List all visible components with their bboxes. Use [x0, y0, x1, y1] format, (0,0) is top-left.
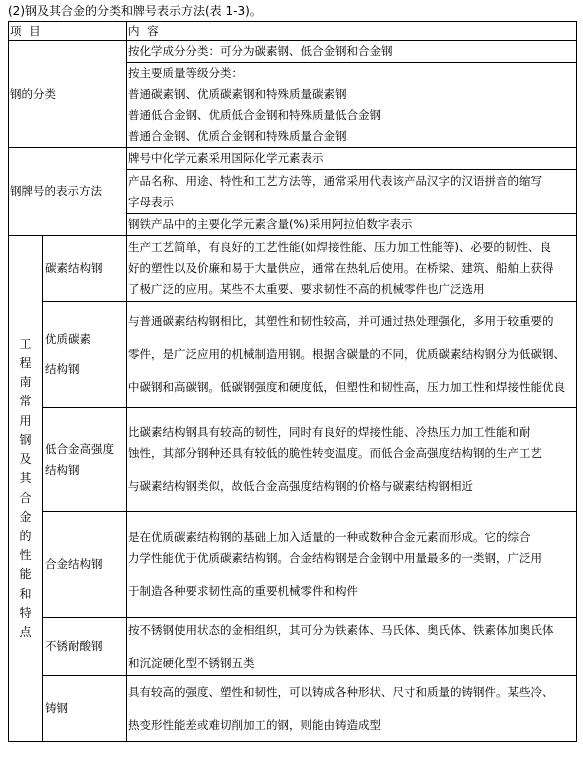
text-line: 按主要质量等级分类： [128, 66, 243, 80]
steel-type-carbon-structural [43, 236, 127, 302]
label-char: 常 [19, 394, 32, 409]
text-line: 牌号中化学元素采用国际化学元素表示 [128, 151, 324, 165]
text-line: 生产工艺简单，有良好的工艺性能(如焊接性能、压力加工性能等)、必要的韧性、良 [128, 240, 551, 254]
text-line: 按化学成分分类：可分为碳素钢、低合金钢和合金钢 [128, 44, 393, 58]
steel-type-name: 不锈耐酸钢 [45, 639, 103, 653]
steel-type-description [127, 676, 577, 742]
label-char: 用 [19, 413, 32, 428]
performance-row [9, 302, 577, 408]
header-content: 内 容 [127, 22, 577, 41]
spacer [44, 350, 126, 359]
text-line: 中碳钢和高碳钢。低碳钢强度和硬度低，但塑性和韧性高，压力加工性和焊接性能优良 [128, 380, 565, 394]
text-line: 普通合金钢、优质合金钢和特殊质量合金钢 [128, 129, 347, 143]
text-line: 普通碳素钢、优质碳素钢和特殊质量碳素钢 [128, 87, 347, 101]
steel-type-name: 低合金高强度 [45, 441, 114, 456]
steel-type-description [127, 236, 577, 302]
performance-row [9, 676, 577, 742]
designation-cell [127, 214, 577, 236]
text-line: 零件，是广泛应用的机械制造用钢。根据含碳量的不同，优质碳素结构钢分为低碳钢、 [128, 347, 565, 361]
spacer [127, 365, 576, 377]
table-caption: (2)钢及其合金的分类和牌号表示方法(表 1-3)。 [8, 4, 262, 18]
header-item: 项 目 [9, 22, 127, 41]
label-char: 及 [19, 452, 32, 467]
spacer [127, 703, 576, 715]
label-char: 特 [19, 605, 32, 620]
text-line: 比碳素结构钢具有较高的韧性，同时有良好的焊接性能、冷热压力加工性能和耐 [128, 425, 531, 439]
steel-type-name: 优质碳素 [45, 332, 91, 346]
steel-type-name: 合金结构钢 [45, 557, 103, 571]
steel-type-name: 结构钢 [45, 462, 80, 477]
steel-type-description [127, 302, 577, 408]
label-char: 的 [19, 528, 32, 543]
designation-cell [127, 148, 577, 170]
steel-type-description [127, 408, 577, 512]
text-line: 按不锈钢使用状态的金相组织，其可分为铁素体、马氏体、奥氏体、铁素体加奥氏体 [128, 622, 554, 637]
performance-row [9, 236, 577, 302]
text-line: 是在优质碳素结构钢的基础上加入适量的一种或数种合金元素而形成。它的综合 [128, 530, 531, 544]
text-line: 蚀性，其部分钢种还具有较低的脆性转变温度。而低合金高强度结构钢的生产工艺 [128, 446, 542, 460]
text-line: 产品名称、用途、特性和工艺方法等，通常采用代表该产品汉字的汉语拼音的缩写 [128, 173, 542, 188]
performance-label [9, 236, 43, 742]
performance-row [9, 512, 577, 618]
spacer [127, 332, 576, 344]
label-char: 性 [19, 548, 32, 563]
text-line: 字母表示 [128, 194, 174, 209]
steel-type-description [127, 512, 577, 618]
performance-row [9, 618, 577, 676]
designation-label: 钢牌号的表示方法 [9, 148, 127, 236]
label-char: 合 [19, 490, 32, 505]
text-line: 普通低合金钢、优质低合金钢和特殊质量低合金钢 [128, 108, 381, 122]
spacer [127, 464, 576, 476]
label-char: 能 [19, 567, 32, 582]
steel-type-stainless [43, 618, 127, 676]
text-line: 好的塑性以及价廉和易于大量供应，通常在热轧后使用。在桥梁、建筑、船舶上获得 [128, 261, 554, 275]
performance-row [9, 408, 577, 512]
steel-type-name: 碳素结构钢 [45, 261, 103, 275]
steel-type-description [127, 618, 577, 676]
label-char: 钢 [19, 432, 32, 447]
classification-row [9, 41, 577, 63]
classification-label: 钢的分类 [9, 41, 127, 148]
text-line: 与普通碳素结构钢相比，其塑性和韧性较高，并可通过热处理强化，多用于较重要的 [128, 314, 554, 328]
text-line: 具有较高的强度、塑性和韧性，可以铸成各种形状、尺寸和质量的铸钢件。某些冷、 [128, 684, 554, 699]
steel-classification-table [8, 21, 577, 742]
classification-cell [127, 63, 577, 148]
label-char: 其 [19, 471, 32, 486]
text-line: 钢铁产品中的主要化学元素含量(%)采用阿拉伯数字表示 [128, 217, 413, 231]
steel-type-name: 结构钢 [45, 362, 80, 376]
label-char: 和 [19, 586, 32, 601]
label-char: 金 [19, 509, 32, 524]
classification-cell [127, 41, 577, 63]
label-char: 南 [19, 375, 32, 390]
designation-row [9, 148, 577, 170]
steel-type-alloy-structural [43, 512, 127, 618]
designation-cell [127, 170, 577, 214]
text-line: 于制造各种要求韧性高的重要机械零件和构件 [128, 584, 358, 598]
label-char: 工 [19, 336, 32, 351]
spacer [127, 569, 576, 581]
text-line: 与碳素结构钢类似，故低合金高强度结构钢的价格与碳素结构钢相近 [128, 479, 473, 493]
steel-type-quality-carbon [43, 302, 127, 408]
text-line: 和沉淀硬化型不锈钢五类 [128, 655, 255, 670]
steel-type-hsla [43, 408, 127, 512]
label-char: 点 [19, 624, 32, 639]
steel-type-cast [43, 676, 127, 742]
text-line: 力学性能优于优质碳素结构钢。合金结构钢是合金钢中用量最多的一类钢，广泛用 [128, 551, 542, 565]
spacer [127, 641, 576, 653]
header-row [9, 22, 577, 41]
text-line: 了极广泛的应用。某些不太重要、要求韧性不高的机械零件也广泛选用 [128, 282, 485, 296]
label-char: 程 [19, 356, 32, 371]
text-line: 热变形性能差或难切削加工的钢，则能由铸造成型 [128, 717, 381, 732]
steel-type-name: 铸钢 [45, 701, 68, 715]
